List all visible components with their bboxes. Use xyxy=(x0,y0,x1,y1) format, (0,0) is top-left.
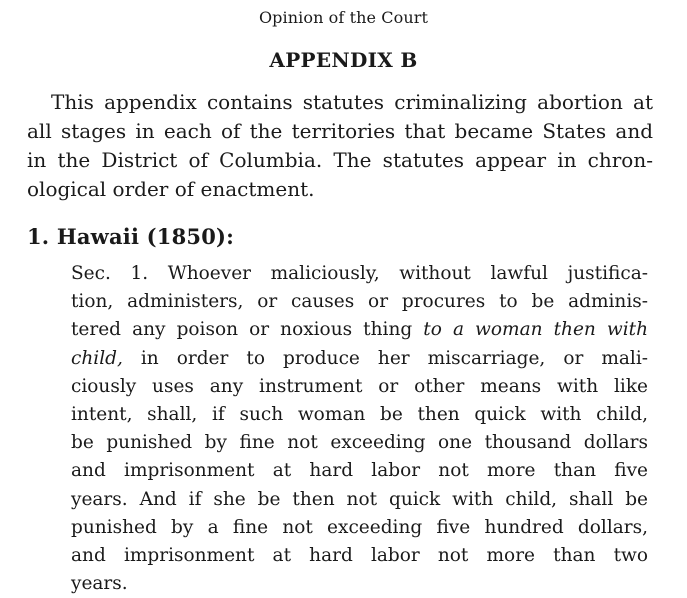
statute-line: intent, shall, if such woman be then quick with child, xyxy=(71,404,648,426)
statute-line: ciously uses any instrument or other means with like xyxy=(71,375,648,397)
statute-line: Sec. 1. Whoever maliciously, without lawful justifica- xyxy=(71,263,648,284)
intro-line: in the District of Columbia. The statutes appear in chron- xyxy=(27,148,653,172)
intro-line: This appendix contains statutes criminalizing abortion at xyxy=(51,90,653,114)
statute-line: years. And if she be then not quick with child, shall be xyxy=(71,488,648,510)
statute-line: years. xyxy=(71,573,128,595)
statute-text-hawaii xyxy=(71,260,648,598)
intro-paragraph xyxy=(27,88,653,204)
statute-line: and imprisonment at hard labor not more than two xyxy=(71,545,648,567)
intro-line: ological order of enactment. xyxy=(27,177,315,201)
statute-line: and imprisonment at hard labor not more than five xyxy=(71,460,648,482)
statute-line xyxy=(71,316,648,344)
statute-line: tion, administers, or causes or procures to be adminis- xyxy=(71,291,648,313)
statute-line-part: in order to produce her miscarriage, or mali- xyxy=(122,347,648,369)
statute-line: be punished by fine not exceeding one thousand dollars xyxy=(71,432,648,454)
statute-line-part: tered any poison or noxious thing xyxy=(71,319,424,341)
section-heading-hawaii: 1. Hawaii (1850): xyxy=(27,224,235,249)
appendix-title: APPENDIX B xyxy=(269,48,418,72)
running-head: Opinion of the Court xyxy=(258,8,429,27)
statute-line: punished by a fine not exceeding five hundred dollars, xyxy=(71,516,648,538)
statute-emphasis: child, xyxy=(71,347,123,369)
statute-line xyxy=(71,345,648,373)
intro-line: all stages in each of the territories that became States and xyxy=(27,119,653,143)
statute-emphasis: to a woman then with xyxy=(423,319,648,341)
